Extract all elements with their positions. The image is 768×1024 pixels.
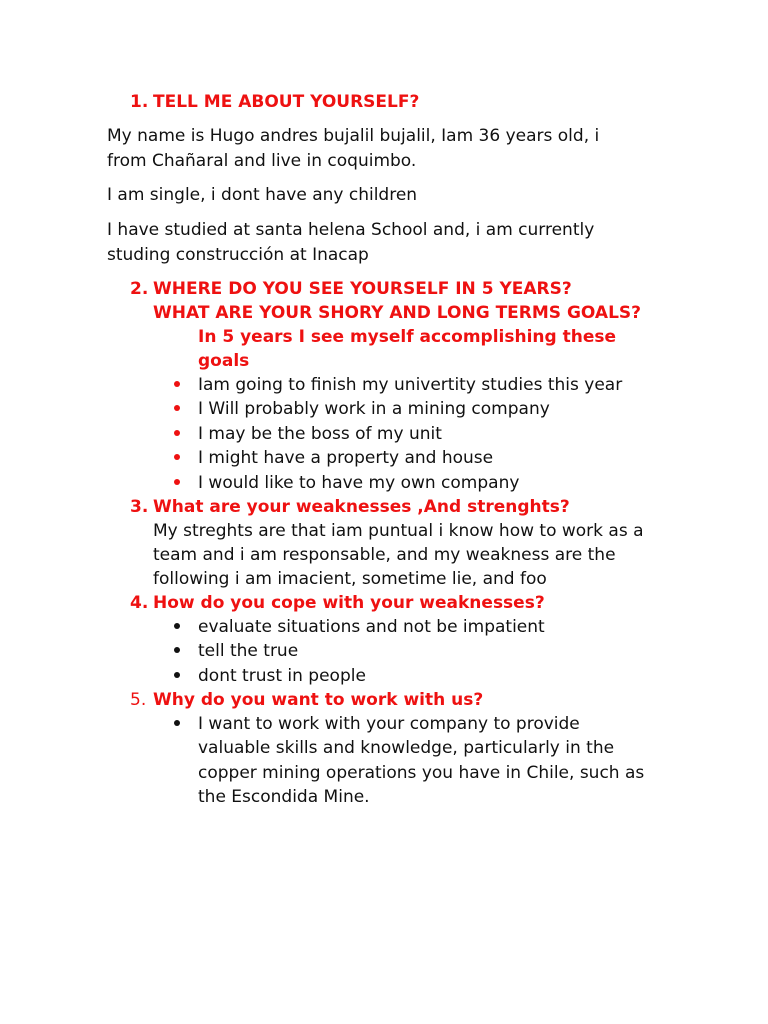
q4-bullet-item: tell the true [198,641,299,661]
q5-number: 5. [130,690,147,710]
q5-heading: Why do you want to work with us? [153,690,484,710]
q1-paragraph-3-line-2: studing construcción at Inacap [107,245,369,265]
q5-bullet-line-2: valuable skills and knowledge, particularly in the [198,738,615,758]
q2-bullet-item: I might have a property and house [198,448,494,468]
q1-paragraph-2: I am single, i dont have any children [107,185,418,205]
q4-number: 4. [130,593,149,613]
q5-bullet-line-1: I want to work with your company to provide [198,714,580,734]
q5-bullet-line-4: the Escondida Mine. [198,787,370,807]
q1-paragraph-3-line-1: I have studied at santa helena School and, i am currently [107,220,595,240]
q2-bullet-item: I Will probably work in a mining company [198,399,550,419]
bullet-icon [174,623,180,629]
q4-bullet-item: dont trust in people [198,666,366,686]
bullet-icon [174,647,180,653]
bullet-icon [174,405,180,411]
q1-paragraph-1-line-2: from Chañaral and live in coquimbo. [107,151,417,171]
q2-heading-line-1: WHERE DO YOU SEE YOURSELF IN 5 YEARS? [153,279,572,299]
q3-number: 3. [130,497,149,517]
bullet-icon [174,672,180,678]
q5-bullet-line-3: copper mining operations you have in Chile, such as [198,763,645,783]
bullet-icon [174,381,180,387]
q3-answer-line-2: team and i am responsable, and my weakness are the [153,545,616,565]
bullet-icon [174,479,180,485]
q1-heading: TELL ME ABOUT YOURSELF? [153,92,420,112]
bullet-icon [174,454,180,460]
q3-answer-line-3: following i am imacient, sometime lie, and foo [153,569,547,589]
q2-subheading-line-1: In 5 years I see myself accomplishing these [198,327,617,347]
q3-heading: What are your weaknesses ,And strenghts? [153,497,570,517]
q1-paragraph-1-line-1: My name is Hugo andres bujalil bujalil, Iam 36 years old, i [107,126,600,146]
bullet-icon [174,430,180,436]
q2-heading-line-2: WHAT ARE YOUR SHORY AND LONG TERMS GOALS? [153,303,642,323]
q3-answer-line-1: My streghts are that iam puntual i know how to work as a [153,521,644,541]
bullet-icon [174,720,180,726]
q1-number: 1. [130,92,149,112]
q4-heading: How do you cope with your weaknesses? [153,593,545,613]
q2-bullet-item: I may be the boss of my unit [198,424,442,444]
q2-number: 2. [130,279,149,299]
q2-bullet-item: Iam going to finish my univertity studies this year [198,375,623,395]
q2-subheading-line-2: goals [198,351,250,371]
q2-bullet-item: I would like to have my own company [198,473,520,493]
q4-bullet-item: evaluate situations and not be impatient [198,617,545,637]
